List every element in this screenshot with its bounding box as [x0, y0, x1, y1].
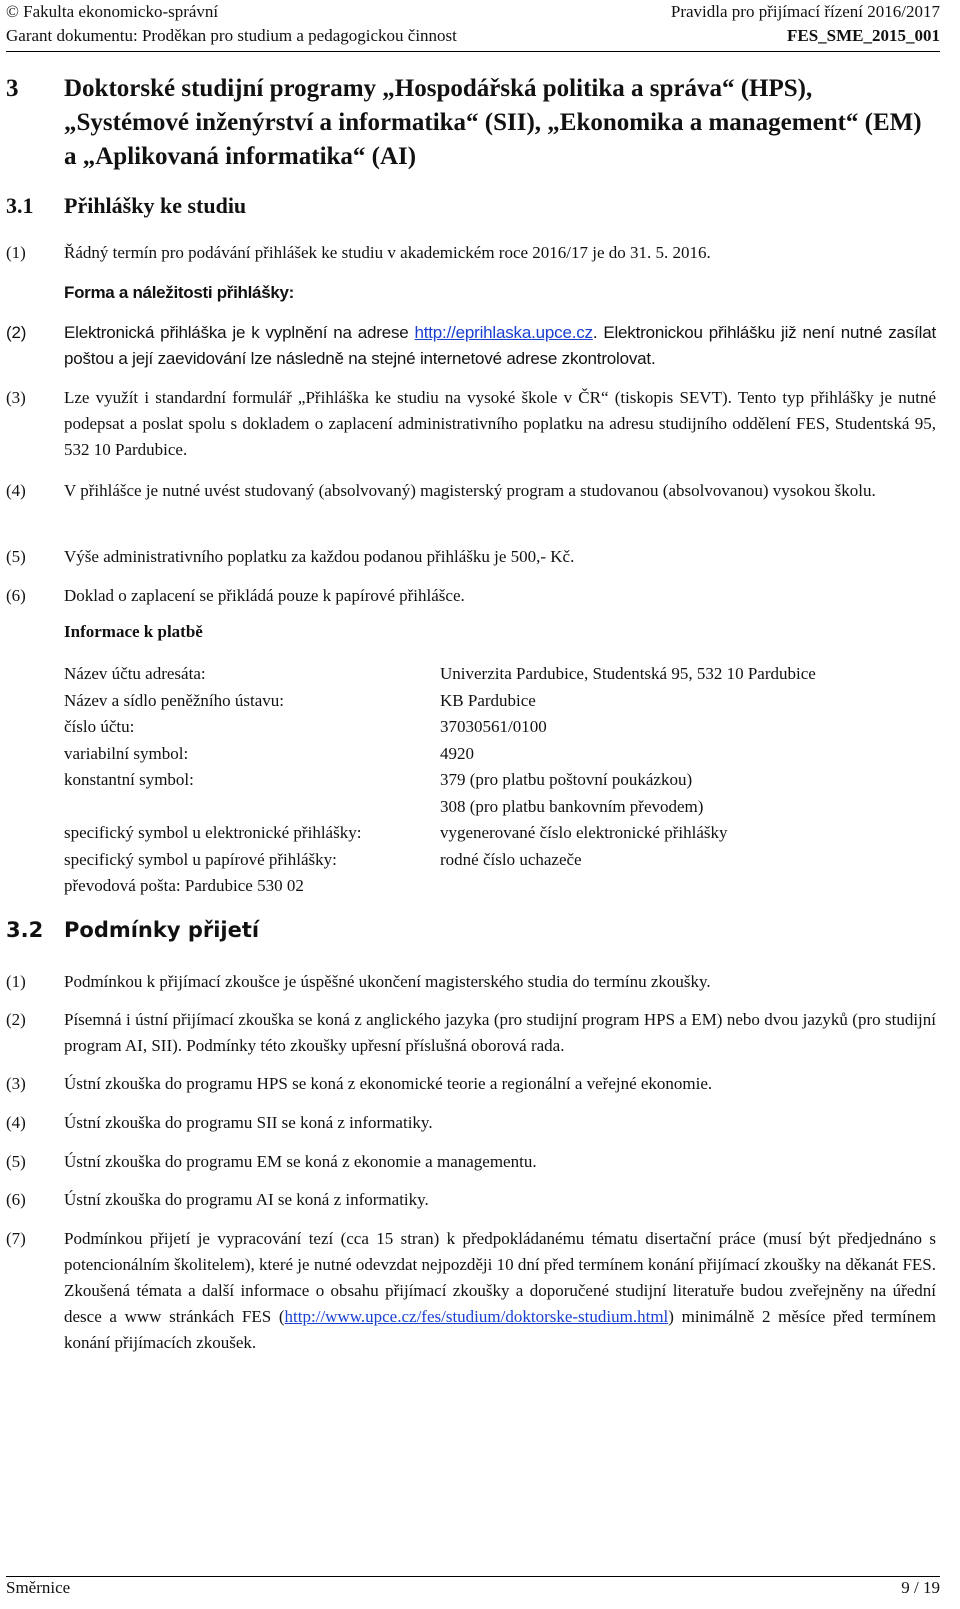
section-number: 3.2 — [6, 918, 44, 942]
paragraph-number: (6) — [6, 1190, 26, 1209]
paragraph-text: V přihlášce je nutné uvést studovaný (absolvovaný) magisterský program a studovanou (absolvovanou) vysokou školu. — [64, 481, 876, 500]
paragraph-number: (4) — [6, 481, 26, 500]
paragraph-number: (2) — [6, 323, 27, 342]
paragraph-number: (5) — [6, 1152, 26, 1171]
paragraph-text: Ústní zkouška do programu SII se koná z informatiky. — [64, 1113, 433, 1132]
payment-row — [64, 661, 816, 688]
payment-info-table — [64, 661, 816, 900]
paragraph-3-2-6 — [6, 1187, 936, 1213]
paragraph-3-2-2 — [6, 1007, 936, 1059]
paragraph-number: (7) — [6, 1229, 26, 1248]
header-guarantor: Garant dokumentu: Proděkan pro studium a pedagogickou činnost — [6, 26, 457, 45]
paragraph-number: (3) — [6, 1074, 26, 1093]
paragraph-text-part: Elektronická přihláška je k vyplnění na adrese — [64, 323, 415, 342]
payment-row — [64, 767, 816, 794]
paragraph-text — [64, 1226, 936, 1356]
paragraph-number: (5) — [6, 547, 26, 566]
payment-row — [64, 714, 816, 741]
payment-value: 379 (pro platbu poštovní poukázkou) — [440, 770, 693, 789]
payment-value: KB Pardubice — [440, 690, 536, 710]
section-title: Přihlášky ke studiu — [64, 193, 247, 218]
paragraph-3-2-7 — [6, 1226, 936, 1356]
page-header — [6, 0, 940, 48]
section-title: Podmínky přijetí — [64, 918, 260, 942]
paragraph-text-part: Podmínkou přijetí je vypracování tezí (cca 15 stran) k předpokládanému tématu disertační práce (musí být předjednáno s potencionálním školitelem), které je nutné odevzdat nejpozději 10 dní před termínem konání přijímací zkoušky na děkanát FES. Zkoušená témata a další informace o obsahu přijímací zkoušky a doporučené studijní literatuře budou zveřejněny na úřední desce a www stránkách FES ( — [64, 1229, 936, 1326]
paragraph-number: (4) — [6, 1113, 26, 1132]
paragraph-text: Řádný termín pro podávání přihlášek ke studiu v akademickém roce 2016/17 je do 31. 5. 2016. — [64, 243, 711, 262]
paragraph-3-2-3 — [6, 1071, 936, 1097]
header-faculty: © Fakulta ekonomicko-správní — [6, 2, 219, 21]
payment-value: 37030561/0100 — [440, 717, 547, 736]
section-number: 3.1 — [6, 193, 34, 218]
section-3-1-heading — [6, 192, 246, 220]
paragraph-number: (3) — [6, 388, 26, 407]
paragraph-text-part: ) minimálně 2 měsíce před termínem konání přijímacích zkoušek. — [64, 1307, 937, 1352]
doctoral-study-link[interactable]: http://www.upce.cz/fes/studium/doktorske-studium.html — [284, 1307, 669, 1326]
section-number: 3 — [6, 75, 19, 102]
payment-value: 308 (pro platbu bankovním převodem) — [440, 796, 704, 816]
payment-info-heading: Informace k platbě — [64, 622, 203, 641]
eprihlaska-link[interactable]: http://eprihlaska.upce.cz — [414, 323, 593, 342]
paragraph-number: (2) — [6, 1010, 26, 1029]
paragraph-text: Doklad o zaplacení se přikládá pouze k papírové přihlášce. — [64, 586, 465, 605]
payment-value: Univerzita Pardubice, Studentská 95, 532 10 Pardubice — [440, 664, 816, 683]
paragraph-3-1-3 — [6, 385, 936, 463]
paragraph-text-part: . Elektronickou přihlášku již není nutné zasílat poštou a její zaevidování lze následně na stejné internetové adrese zkontrolovat. — [64, 323, 936, 368]
paragraph-3-1-2 — [6, 320, 936, 372]
payment-key: specifický symbol u elektronické přihlášky: — [64, 823, 362, 842]
paragraph-3-1-6 — [6, 583, 936, 609]
payment-row — [64, 820, 816, 847]
header-doc-code: FES_SME_2015_001 — [786, 26, 940, 45]
section-3-heading — [6, 72, 936, 174]
payment-value: rodné číslo uchazeče — [440, 849, 582, 869]
paragraph-number: (1) — [6, 972, 26, 991]
payment-row — [64, 794, 816, 821]
payment-key: specifický symbol u papírové přihlášky: — [64, 849, 337, 869]
paragraph-3-1-5 — [6, 544, 936, 570]
payment-value: vygenerované číslo elektronické přihlášky — [440, 823, 728, 842]
section-title: Doktorské studijní programy „Hospodářská politika a správa“ (HPS), „Systémové inženýrství a informatika“ (SII), „Ekonomika a management“ (EM) a „Aplikovaná informatika“ (AI) — [64, 75, 922, 170]
payment-row — [64, 688, 816, 715]
paragraph-text: Výše administrativního poplatku za každou podanou přihlášku je 500,- Kč. — [64, 547, 575, 566]
paragraph-text: Podmínkou k přijímací zkoušce je úspěšné ukončení magisterského studia do termínu zkoušky. — [64, 972, 711, 991]
payment-key: Název účtu adresáta: — [64, 664, 206, 683]
header-divider — [6, 51, 940, 52]
paragraph-text: Ústní zkouška do programu HPS se koná z ekonomické teorie a regionální a veřejné ekonomie. — [64, 1074, 713, 1093]
payment-key: konstantní symbol: — [64, 770, 194, 789]
section-3-2-heading — [6, 916, 259, 944]
payment-row — [64, 847, 816, 874]
payment-value: 4920 — [440, 743, 474, 763]
paragraph-number: (6) — [6, 586, 26, 605]
paragraph-text — [64, 320, 936, 372]
footer-doc-type: Směrnice — [6, 1578, 71, 1597]
page-footer — [6, 1578, 940, 1598]
paragraph-3-2-5 — [6, 1149, 936, 1175]
payment-key: číslo účtu: — [64, 717, 135, 736]
payment-key: Název a sídlo peněžního ústavu: — [64, 690, 284, 710]
payment-row — [64, 873, 816, 900]
header-doc-title: Pravidla pro přijímací řízení 2016/2017 — [670, 2, 940, 21]
payment-row — [64, 741, 816, 768]
footer-divider — [6, 1576, 940, 1577]
payment-key: variabilní symbol: — [64, 743, 189, 763]
payment-key — [64, 794, 440, 821]
payment-key: převodová pošta: Pardubice 530 02 — [64, 876, 304, 895]
form-subheading: Forma a náležitosti přihlášky: — [64, 283, 295, 302]
paragraph-number: (1) — [6, 243, 26, 262]
page-number: 9 / 19 — [901, 1578, 940, 1597]
paragraph-text: Ústní zkouška do programu AI se koná z informatiky. — [64, 1190, 429, 1209]
paragraph-3-1-1 — [6, 240, 936, 266]
paragraph-text: Lze využít i standardní formulář „Přihláška ke studiu na vysoké škole v ČR“ (tiskopis SEVT). Tento typ přihlášky je nutné podepsat a poslat spolu s dokladem o zaplacení administrativního poplatku na adresu studijního oddělení FES, Studentská 95, 532 10 Pardubice. — [64, 388, 936, 459]
paragraph-3-2-1 — [6, 969, 936, 995]
paragraph-text: Ústní zkouška do programu EM se koná z ekonomie a managementu. — [64, 1152, 537, 1171]
paragraph-3-1-4 — [6, 478, 936, 504]
paragraph-3-2-4 — [6, 1110, 936, 1136]
paragraph-text: Písemná i ústní přijímací zkouška se koná z anglického jazyka (pro studijní program HPS a EM) nebo dvou jazyků (pro studijní program AI, SII). Podmínky této zkoušky upřesní příslušná oborová rada. — [64, 1010, 936, 1055]
